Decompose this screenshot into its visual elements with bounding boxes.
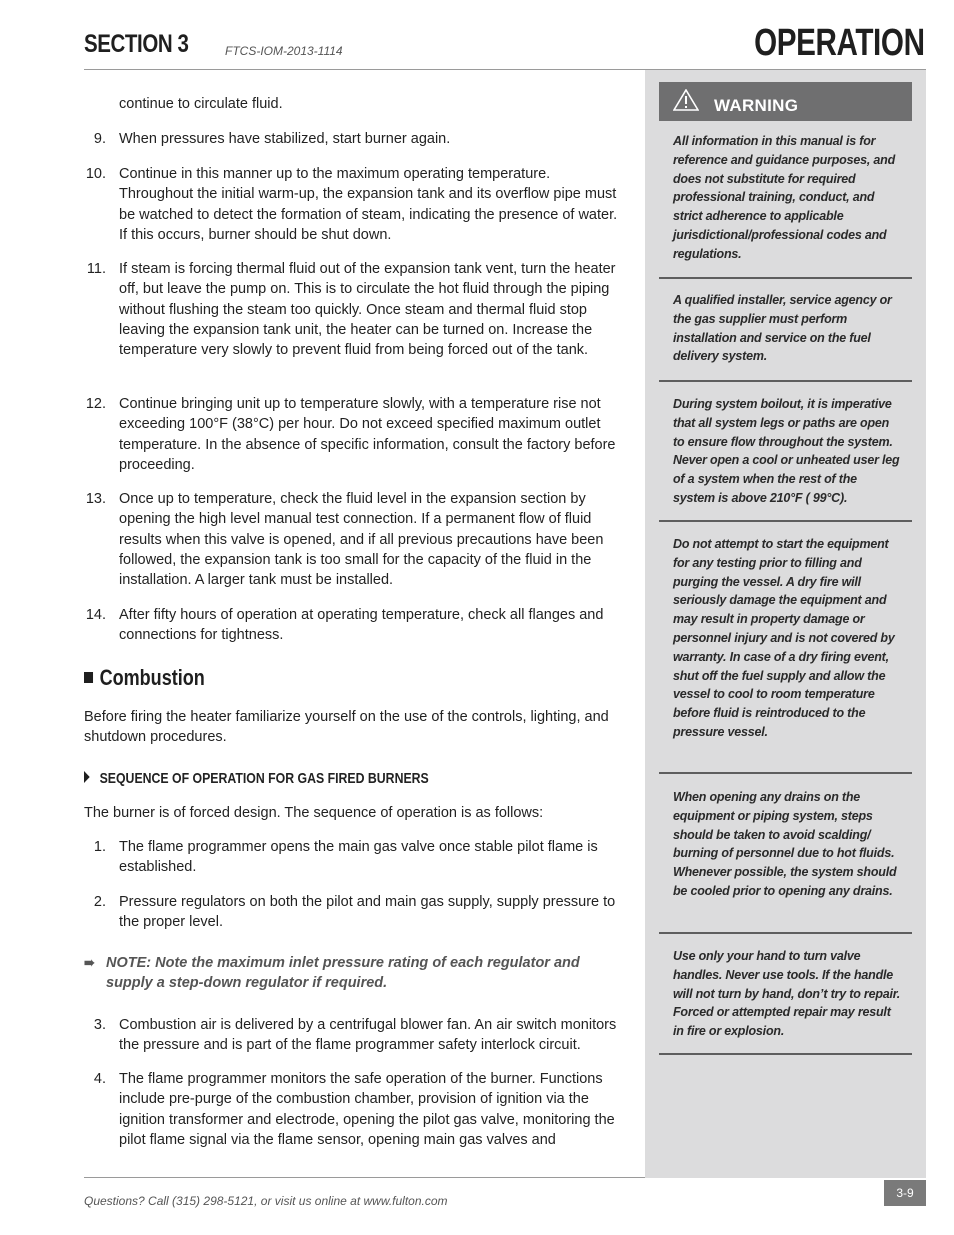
page-number: 3-9 bbox=[884, 1180, 926, 1206]
warning-item bbox=[659, 395, 912, 522]
combustion-heading bbox=[84, 665, 205, 690]
warning-text: Do not attempt to start the equipment for any testing prior to filling and purging the vessel. A dry fire will seriously damage the equipment and may result in property damage or personnel injury and is not covered by warranty. In case of a dry firing event, shut off the fuel supply and allow the vessel to cool to room temperature before fluid is reintroduced to the pressure vessel. bbox=[673, 537, 895, 739]
list-number: 14. bbox=[85, 607, 106, 623]
square-bullet-icon bbox=[84, 672, 93, 683]
warning-header bbox=[659, 82, 912, 121]
warning-item bbox=[659, 535, 912, 774]
warning-item bbox=[659, 291, 912, 382]
sequence-intro: The burner is of forced design. The sequence of operation is as follows: bbox=[84, 805, 544, 821]
list-number: 1. bbox=[93, 839, 106, 855]
footer-divider bbox=[84, 1177, 645, 1178]
page-title: OPERATION bbox=[754, 22, 925, 64]
list-text: If steam is forcing thermal fluid out of the expansion tank vent, turn the heater off, but leave the pump on. This is to circulate the hot fluid through the piping without flushing the steam too quickly. Once steam and thermal fluid stop leaving the expansion tank unit, the heater can be turned on. Increase the temperature very slowly to prevent fluid from being forced out of the tank. bbox=[119, 261, 616, 359]
section-label: SECTION 3 bbox=[84, 30, 189, 58]
triangle-bullet-icon bbox=[84, 771, 90, 783]
warning-text: Use only your hand to turn valve handles. Never use tools. If the handle will not turn by hand, don’t try to repair. Forced or attempted repair may result in fire or explosion. bbox=[673, 949, 901, 1039]
warning-item bbox=[659, 788, 912, 934]
list-text: When pressures have stabilized, start burner again. bbox=[119, 131, 451, 147]
document-id: FTCS-IOM-2013-1114 bbox=[225, 44, 343, 58]
list-text: Continue bringing unit up to temperature slowly, with a temperature rise not exceeding 100°F (38°C) per hour. Do not exceed specified maximum outlet temperature. In the absence of specific information, consult the factory before proceeding. bbox=[119, 396, 616, 473]
list-number: 10. bbox=[85, 166, 106, 182]
warning-text: During system boilout, it is imperative that all system legs or paths are open to ensure flow throughout the system. Never open a cool or unheated user leg of a system when the rest of the system is above 210°F ( 99°C). bbox=[673, 397, 900, 505]
combustion-intro: Before firing the heater familiarize yourself on the use of the controls, lighting, and shutdown procedures. bbox=[84, 709, 609, 746]
list-text: The flame programmer monitors the safe operation of the burner. Functions include pre-purge of the combustion chamber, provision of ignition via the ignition transformer and electrode, opening the pilot gas valve, monitoring the pilot flame signal via the flame sensor, opening main gas valves and bbox=[119, 1071, 615, 1148]
list-number: 11. bbox=[86, 261, 106, 277]
continued-text: continue to circulate fluid. bbox=[119, 96, 283, 112]
list-text: Pressure regulators on both the pilot and main gas supply, supply pressure to the proper level. bbox=[119, 894, 616, 931]
note-text: NOTE: Note the maximum inlet pressure rating of each regulator and supply a step-down regulator if required. bbox=[106, 955, 580, 992]
list-number: 12. bbox=[85, 396, 106, 412]
warning-item bbox=[659, 132, 912, 279]
pointing-hand-icon: ➠ bbox=[84, 955, 95, 970]
list-text: Once up to temperature, check the fluid level in the expansion section by opening the high level manual test connection. If a permanent flow of fluid results when this valve is opened, and if all previous precautions have been followed, the expansion tank is too small for the capacity of the fluid in the installation. A larger tank must be installed. bbox=[119, 491, 604, 589]
list-text: The flame programmer opens the main gas valve once stable pilot flame is established. bbox=[119, 839, 598, 876]
sequence-heading-text: SEQUENCE OF OPERATION FOR GAS FIRED BURNERS bbox=[99, 770, 429, 787]
combustion-heading-text: Combustion bbox=[99, 665, 205, 690]
list-text: Continue in this manner up to the maximum operating temperature. Throughout the initial warm-up, the expansion tank and its overflow pipe must be watched to detect the formation of steam, indicating the presence of water. If this occurs, burner should be shut down. bbox=[119, 166, 618, 243]
list-number: 3. bbox=[93, 1017, 106, 1033]
warning-sidebar bbox=[645, 70, 926, 1178]
sequence-heading bbox=[84, 769, 429, 789]
warning-text: When opening any drains on the equipment or piping system, steps should be taken to avoid scalding/ burning of personnel due to hot fluids. Whenever possible, the system should be cooled prior to opening any drains. bbox=[673, 790, 897, 898]
warning-icon bbox=[673, 89, 699, 111]
list-number: 4. bbox=[93, 1071, 106, 1087]
warning-item bbox=[659, 947, 912, 1055]
warning-label: WARNING bbox=[714, 96, 799, 115]
list-text: After fifty hours of operation at operating temperature, check all flanges and connections for tightness. bbox=[119, 607, 604, 644]
list-number: 2. bbox=[93, 894, 106, 910]
warning-text: All information in this manual is for reference and guidance purposes, and does not substitute for required professional training, conduct, and strict adherence to applicable jurisdictional/professional codes and regulations. bbox=[673, 134, 896, 261]
list-number: 9. bbox=[93, 131, 106, 147]
list-text: Combustion air is delivered by a centrifugal blower fan. An air switch monitors the pressure and is part of the flame programmer safety interlock circuit. bbox=[119, 1017, 617, 1054]
warning-text: A qualified installer, service agency or the gas supplier must perform installation and service on the fuel delivery system. bbox=[673, 293, 892, 364]
footer-contact: Questions? Call (315) 298-5121, or visit us online at www.fulton.com bbox=[84, 1194, 448, 1208]
list-number: 13. bbox=[85, 491, 106, 507]
